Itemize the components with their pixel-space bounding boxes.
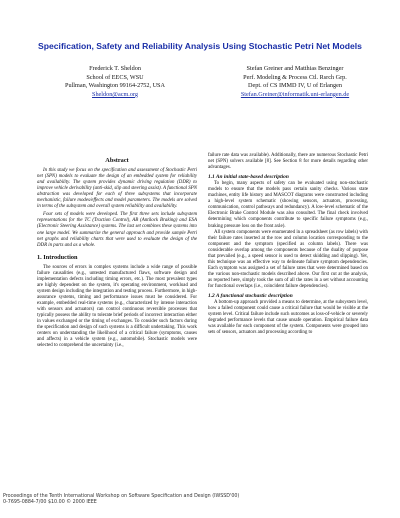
body-paragraph: All system components were enumerated in a spreadsheet (as row labels) with their failure rates inserted at the row and column location corresponding to the component and the symptom (specified as column labels). There was considerable overlap among the components because of the duality of purpose that prevailed (e.g., a speed sensor is used to detect skidding and slipping). Yet, this technique was an effective way to delineate failure symptom dependencies. Each symptom was assigned a set of failure rates that were determined based on the various non-stochastic models described above. Our first cut at the analysis, as reported here, simply took the sum of all the rates in a set without accounting for functional overlaps (i.e., coincident failure dependencies). xyxy=(208,229,368,289)
body-paragraph: A bottom-up approach provided a means to determine, at the subsystem level, how a failed component could cause a critical failure that would be visible at the system level. Critical failure include such outcomes as loss-of-vehicle or severely degraded performance levels that cause unsafe operation. Empirical failure data was available for each component of the system. Components were grouped into sets of sensors, actuators and processing according to xyxy=(208,300,368,336)
body-paragraph: The sources of errors in complex systems include a wide range of possible failure causalities (e.g., untested manufactured flaws, software design and implementation defects including timing errors, etc.). The most prevalent types are highly dependent on the system, it's operating environment, workload and system design including the integration and testing process. Furthermore, in high-assurance systems, timing and performance issues must be considered. For example, embedded real-time systems (e.g., characterized by intense interaction with sensors and actuators) can control continuous reversible processes that typically possess the ability to tolerate brief periods of incorrect interaction either in values exchanged or the timing of exchanges. To consider such factors during the specification and design of such systems is a difficult undertaking. This work centers on understanding the likelihood of a critical failure (symptoms, causes and affects) in a vehicle system (e.g., automobile). Stochastic models were selected to comprehend the uncertainty (i.e., xyxy=(37,264,198,349)
footer-proceedings: Proceedings of the Tenth International Workshop on Software Specification and Design (IWSSD'00) xyxy=(3,494,240,499)
page-footer xyxy=(3,494,239,506)
author-address: Pullman, Washington 99164-2752, USA xyxy=(65,82,165,90)
introduction-heading: 1. Introduction xyxy=(37,253,78,261)
abstract-paragraph: In this study we focus on the specification and assessment of Stochastic Petri net (SPN) models to evaluate the design of an embedded system for reliability and availability. The system provides dynamic driving regulation (DDR) to improve vehicle derivability (anti-skid, slip and steering assist). A functional SPN abstraction was developed for each of three subsystems that incorporate mechanistic, failure modes/effects and model parameters. The models are solved in terms of the subsystem and overall system reliability and availability. xyxy=(37,168,197,210)
body-paragraph: failure rate data was available). Additionally, there are numerous Stochastic Petri net (SPN) solvers available [8]. See Section 8 for more details regarding other advantages. xyxy=(208,153,368,171)
right-column xyxy=(208,153,368,336)
abstract-paragraph: Four sets of models were developed. The first three sets include subsystem representations for the TC (Traction Control), AB (Antilock Braking) and ESA (Electronic Steering Assistance) systems. The last set combines these systems into one large model. We summarize the general approach and provide sample Petri net graphs and reliability charts that were used to evaluate the design of the DDR in parts and as a whole. xyxy=(37,212,197,248)
author-address: Dept. of CS IMMD IV, U of Erlangen xyxy=(248,82,342,90)
author-email-link[interactable]: Sheldon@acm.org xyxy=(92,90,138,98)
paper-title: Specification, Safety and Reliability Analysis Using Stochastic Petri Net Models xyxy=(38,41,362,51)
author-block-1 xyxy=(40,65,190,99)
author-affiliation: Perf. Modeling & Process Ctl. Rsrch Grp. xyxy=(243,73,347,81)
author-affiliation: School of EECS, WSU xyxy=(86,73,144,81)
author-block-2 xyxy=(210,65,380,99)
author-email-link[interactable]: Stefan.Greiner@informatik.uni-erlangen.de xyxy=(240,90,350,98)
section-1-1-heading: 1.1 An initial state-based description xyxy=(208,174,289,181)
footer-copyright: 0-7695-0884-7/00 $10.00 © 2000 IEEE xyxy=(3,500,97,506)
author-name: Stefan Greiner and Matthias Benzinger xyxy=(246,65,344,72)
body-paragraph: To begin, many aspects of safety can be evaluated using non-stochastic models to ensure that the models pass certain sanity checks. Various state machines, entity life history and MASCOT diagrams were constructed including a high-level system schematic (showing sensors, actuators, processing, communication, control pathways and redundancy). A low-level schematic of the Electronic Brake Control Module was also consulted. The final check involved determining which components contribute to specific failure symptoms (e.g., braking pressure loss on the front axle). xyxy=(208,181,368,229)
author-name: Frederick T. Sheldon xyxy=(89,65,141,72)
section-1-2-heading: 1.2 A functional stochastic description xyxy=(208,293,293,300)
left-column xyxy=(37,158,197,349)
abstract-heading: Abstract xyxy=(105,157,129,164)
